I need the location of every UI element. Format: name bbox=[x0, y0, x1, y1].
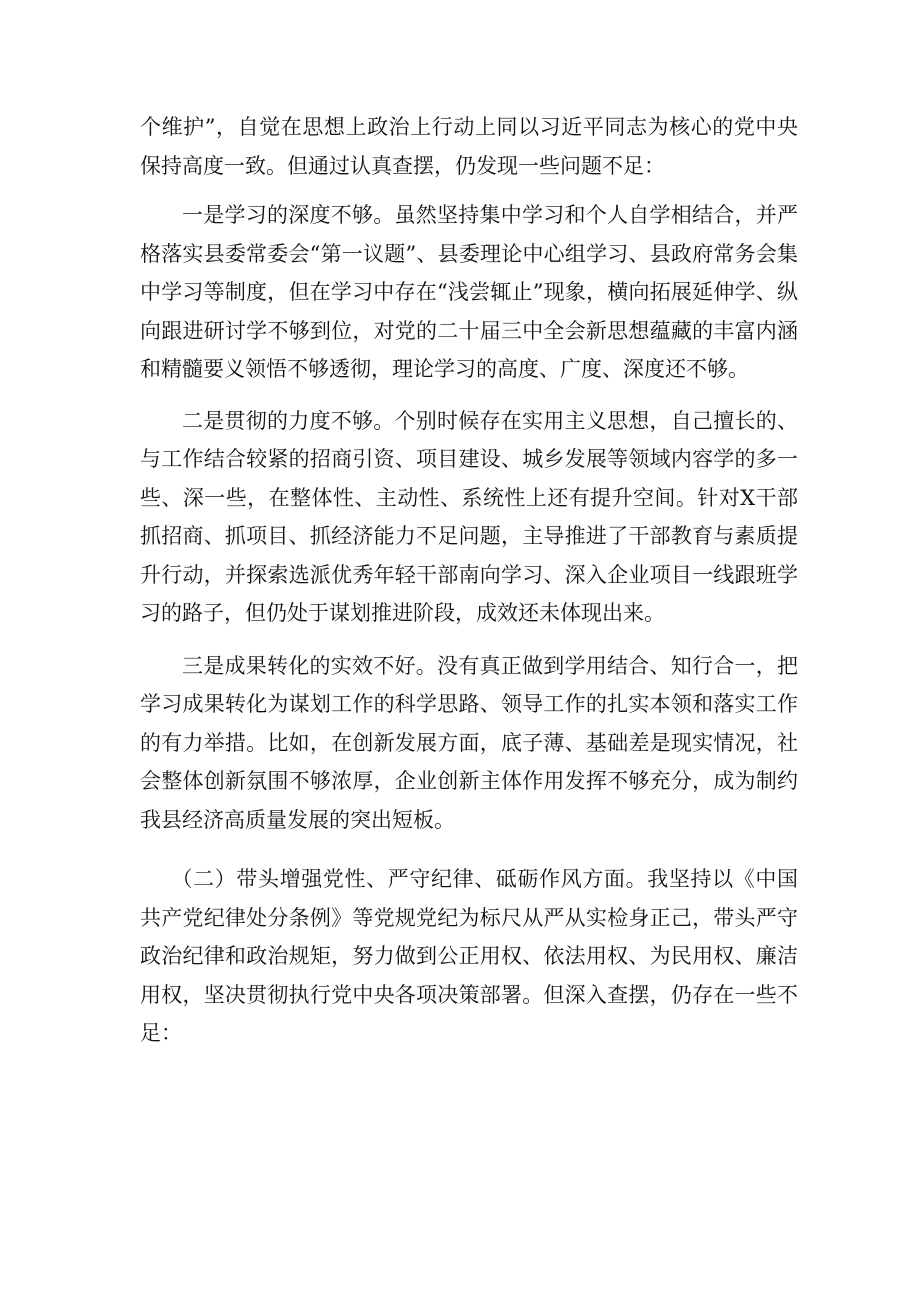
paragraph-section-two-heading: （二）带头增强党性、严守纪律、砥砺作风方面。我坚持以《中国共产党纪律处分条例》等党规党纪为标尺从严从实检身正己，带头严守政治纪律和政治规矩，努力做到公正用权、依法用权、为民用权、廉洁用权，坚决贯彻执行党中央各项决策部署。但深入查摆，仍存在一些不足： bbox=[140, 867, 798, 1045]
paragraph-results-transformation: 三是成果转化的实效不好。没有真正做到学用结合、知行合一，把学习成果转化为谋划工作的科学思路、领导工作的扎实本领和落实工作的有力举措。比如，在创新发展方面，底子薄、基础差是现实情况，社会整体创新氛围不够浓厚，企业创新主体作用发挥不够充分，成为制约我县经济高质量发展的突出短板。 bbox=[140, 653, 798, 832]
document-body bbox=[140, 108, 798, 1053]
paragraph-intro-continuation: 个维护”，自觉在思想上政治上行动上同以习近平同志为核心的党中央保持高度一致。但通过认真查摆，仍发现一些问题不足： bbox=[140, 115, 798, 178]
paragraph-study-depth: 一是学习的深度不够。虽然坚持集中学习和个人自学相结合，并严格落实县委常委会“第一议题”、县委理论中心组学习、县政府常务会集中学习等制度，但在学习中存在“浅尝辄止”现象，横向拓展延伸学、纵向跟进研讨学不够到位，对党的二十届三中全会新思想蕴藏的丰富内涵和精髓要义领悟不够透彻，理论学习的高度、广度、深度还不够。 bbox=[140, 203, 798, 381]
paragraph-implementation-strength: 二是贯彻的力度不够。个别时候存在实用主义思想，自己擅长的、与工作结合较紧的招商引资、项目建设、城乡发展等领域内容学的多一些、深一些，在整体性、主动性、系统性上还有提升空间。针对X干部抓招商、抓项目、抓经济能力不足问题，主导推进了干部教育与素质提升行动，并探索选派优秀年轻干部南向学习、深入企业项目一线跟班学习的路子，但仍处于谋划推进阶段，成效还未体现出来。 bbox=[140, 408, 798, 625]
